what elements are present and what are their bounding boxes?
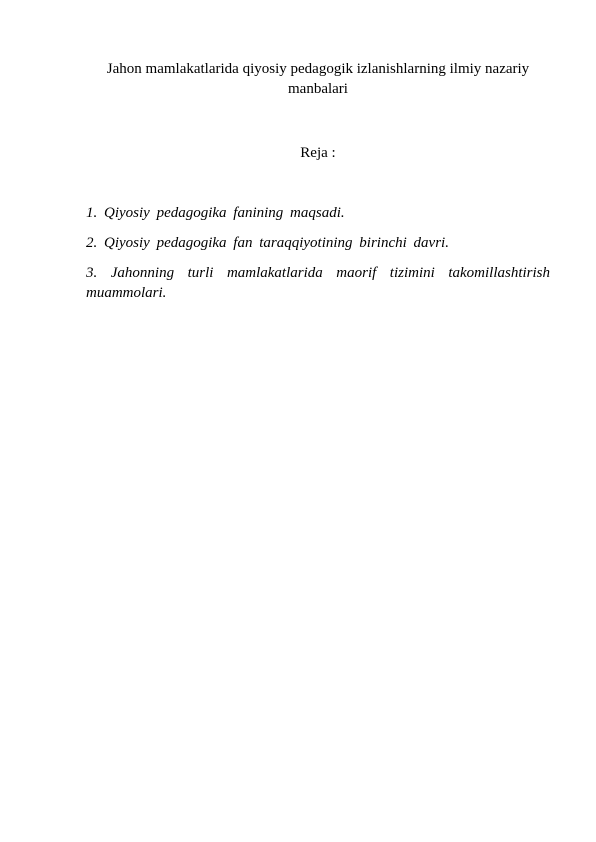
plan-item-3: 3. Jahonning turli mamlakatlarida maorif tizimini takomillashtirish muammolari. xyxy=(86,265,550,301)
plan-heading: Reja : xyxy=(300,145,336,161)
title-line-2: manbalari xyxy=(288,81,348,97)
document-title xyxy=(86,59,550,99)
plan-item-2: 2. Qiyosiy pedagogika fan taraqqiyotining birinchi davri. xyxy=(86,235,449,251)
plan-item-1: 1. Qiyosiy pedagogika fanining maqsadi. xyxy=(86,205,345,221)
title-line-1: Jahon mamlakatlarida qiyosiy pedagogik izlanishlarning ilmiy nazariy xyxy=(106,61,530,77)
